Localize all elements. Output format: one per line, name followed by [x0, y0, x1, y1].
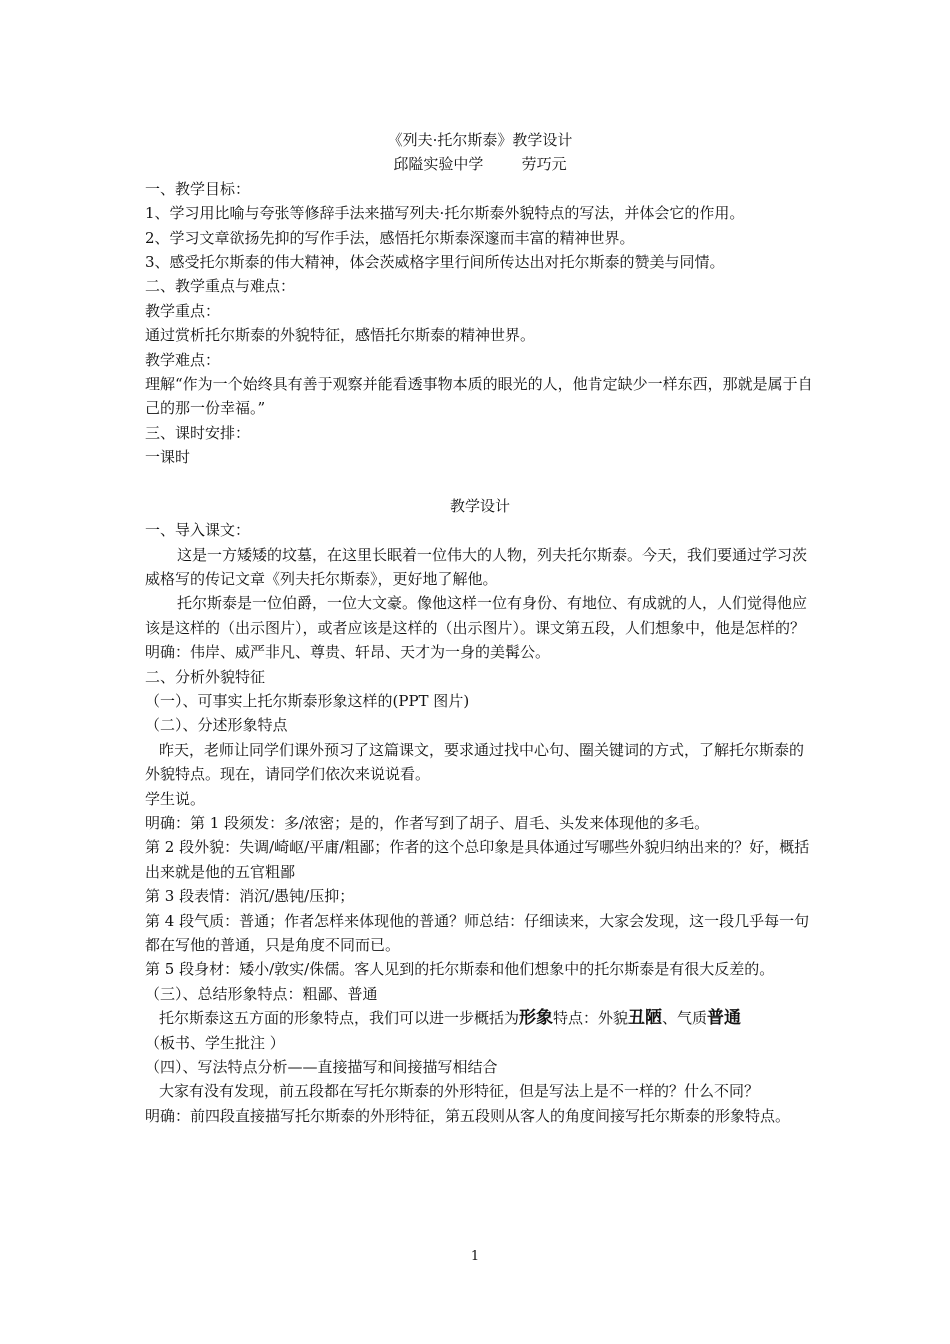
author-line: 邱隘实验中学 劳巧元 [393, 155, 567, 174]
page-number: 1 [470, 1249, 480, 1264]
intro-answer: 明确：伟岸、威严非凡、尊贵、轩昂、天才为一身的美髯公。 [145, 643, 551, 662]
summary-bold-putong: 普通 [707, 1008, 742, 1029]
goal-2: 2、学习文章欲扬先抑的写作手法，感悟托尔斯泰深邃而丰富的精神世界。 [145, 228, 635, 247]
focus-label: 教学重点： [145, 301, 221, 320]
difficulty-label: 教学难点： [145, 350, 221, 369]
document-title: 《列夫·托尔斯泰》教学设计 [387, 131, 573, 149]
subsection-4-answer: 明确：前四段直接描写托尔斯泰的外形特征，第五段则从客人的角度间接写托尔斯泰的形象特点。 [145, 1106, 791, 1125]
subsection-2: （二）、分述形象特点 [145, 716, 288, 735]
subsection-1: （一）、可事实上托尔斯泰形象这样的(PPT 图片) [145, 691, 470, 710]
intro-paragraph-1: 这是一方矮矮的坟墓，在这里长眠着一位伟大的人物，列夫托尔斯泰。今天，我们要通过学习茨威格写的传记文章《列夫托尔斯泰》，更好地了解他。 [145, 545, 808, 588]
subsection-3: （三）、总结形象特点：粗鄙、普通 [145, 984, 378, 1003]
summary-paragraph [145, 1006, 815, 1030]
difficulty-text: 理解“作为一个始终具有善于观察并能看透事物本质的眼光的人，他肯定缺少一样东西，那就是属于自己的那一份幸福。” [145, 375, 813, 418]
paragraph-2-answer: 第 2 段外貌：失调/崎岖/平庸/粗鄙；作者的这个总印象是具体通过写哪些外貌归纳出来的？好，概括出来就是他的五官粗鄙 [145, 838, 810, 881]
paragraph-4-answer: 第 4 段气质：普通；作者怎样来体现他的普通？师总结：仔细读来，大家会发现，这一段几乎每一句都在写他的普通，只是角度不同而已。 [145, 911, 810, 954]
intro-paragraph-2: 托尔斯泰是一位伯爵，一位大文豪。像他这样一位有身份、有地位、有成就的人，人们觉得他应该是这样的（出示图片），或者应该是这样的（出示图片）。课文第五段，人们想象中，他是怎样的？ [145, 594, 808, 637]
summary-text-e: 、气质 [662, 1009, 708, 1028]
intro-heading: 一、导入课文： [145, 521, 251, 540]
summary-bold-choulou: 丑陋 [628, 1008, 663, 1029]
goal-1: 1、学习用比喻与夸张等修辞手法来描写列夫·托尔斯泰外貌特点的写法，并体会它的作用。 [145, 204, 745, 223]
schedule-text: 一课时 [145, 448, 191, 467]
paragraph-5-answer: 第 5 段身材：矮小/敦实/侏儒。客人见到的托尔斯泰和他们想象中的托尔斯泰是有很大反差的。 [145, 960, 775, 979]
subsection-4: （四）、写法特点分析——直接描写和间接描写相结合 [145, 1058, 498, 1077]
spacer [145, 470, 815, 494]
keypoints-heading: 二、教学重点与难点： [145, 277, 296, 296]
subsection-4-paragraph: 大家有没有发现，前五段都在写托尔斯泰的外形特征，但是写法上是不一样的？什么不同？ [159, 1082, 760, 1101]
summary-text-a: 托尔斯泰这五方面的形象特点，我们可以进一步概括为 [159, 1009, 520, 1028]
goals-heading: 一、教学目标： [145, 179, 251, 198]
paragraph-1-answer: 明确：第 1 段须发：多/浓密；是的，作者写到了胡子、眉毛、头发来体现他的多毛。 [145, 813, 710, 832]
summary-bold-xingxiang: 形象 [519, 1008, 554, 1029]
summary-text-c: 特点：外貌 [553, 1009, 629, 1028]
paragraph-3-answer: 第 3 段表情：消沉/愚钝/压抑； [145, 887, 355, 906]
goal-3: 3、感受托尔斯泰的伟大精神，体会茨威格字里行间所传达出对托尔斯泰的赞美与同情。 [145, 253, 725, 272]
analysis-heading: 二、分析外貌特征 [145, 667, 266, 686]
summary-note: （板书、学生批注 ） [145, 1033, 285, 1052]
schedule-heading: 三、课时安排： [145, 423, 251, 442]
student-says: 学生说。 [145, 789, 206, 808]
focus-text: 通过赏析托尔斯泰的外貌特征，感悟托尔斯泰的精神世界。 [145, 326, 536, 345]
document-body [145, 128, 815, 1128]
subsection-2-paragraph: 昨天，老师让同学们课外预习了这篇课文，要求通过找中心句、圈关键词的方式，了解托尔斯泰的外貌特点。现在，请同学们依次来说说看。 [145, 740, 805, 784]
design-heading: 教学设计 [449, 496, 510, 515]
